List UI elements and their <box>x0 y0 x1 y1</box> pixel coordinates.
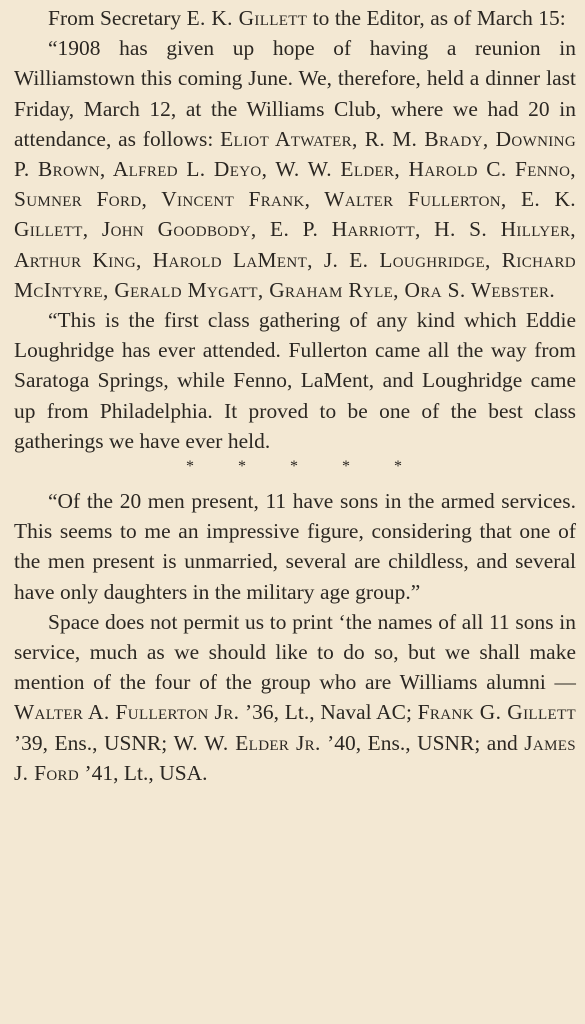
alumni-detail-elder: ’40, Ens., USNR; and <box>320 730 525 755</box>
alumni-name-fullerton: Walter A. Fullerton Jr. <box>14 700 240 725</box>
alumni-name-ford: James J. Ford <box>14 730 576 785</box>
section-break-stars: * * * * * <box>186 458 422 476</box>
intro-text-end: to the Editor, as of March 15: <box>307 6 566 30</box>
alumni-detail-gillett: ’39, Ens., USNR; <box>14 730 174 755</box>
alumni-name-elder: W. W. Elder Jr. <box>173 730 321 755</box>
secretary-name: E. K. Gillett <box>186 6 308 30</box>
paragraph-dinner <box>14 33 576 305</box>
attendee-names: Eliot Atwater, R. M. Brady, Downing P. Brown, Alfred L. Deyo, W. W. Elder, Harold C. Fenno, Sumner Ford, Vincent Frank, Walter Fullerton, E. K. Gillett, John Goodbody, E. P. Harriott, H. S. Hillyer, Arthur King, Harold LaMent, J. E. Loughridge, Richard McIntyre, Gerald Mygatt, Graham Ryle, Ora S. Webster <box>14 126 577 302</box>
alumni-name-gillett: Frank G. Gillett <box>417 700 576 725</box>
alumni-detail-fullerton: ’36, Lt., Naval AC; <box>239 700 418 725</box>
paragraph-intro <box>14 3 576 33</box>
paragraph-alumni <box>14 607 576 788</box>
paragraph-gathering: “This is the first class gathering of any kind which Eddie Loughridge has ever attended. Fullerton came all the way from Saratoga Springs, while Fenno, LaMent, and Loughridge came up from Philadelphia. It proved to be one of the best class gatherings we have ever held. <box>14 308 576 453</box>
alumni-detail-ford: ’41, Lt., USA. <box>79 760 208 785</box>
paragraph-sons: “Of the 20 men present, 11 have sons in the armed services. This seems to me an impressive figure, considering that one of the men present is unmarried, several are childless, and several have only daughters in the military age group.” <box>14 489 576 604</box>
dinner-text: “1908 has given up hope of having a reunion in Williamstown this coming June. We, therefore, held a dinner last Friday, March 12, at the Williams Club, where we had 20 in attendance, as follows: <box>14 36 576 151</box>
alumni-text: Space does not permit us to print ‘the names of all 11 sons in service, much as we should like to do so, but we shall make mention of the four of the group who are Williams alumni — <box>14 609 576 695</box>
dinner-text-end: . <box>549 277 555 302</box>
intro-text: From Secretary <box>48 6 187 30</box>
